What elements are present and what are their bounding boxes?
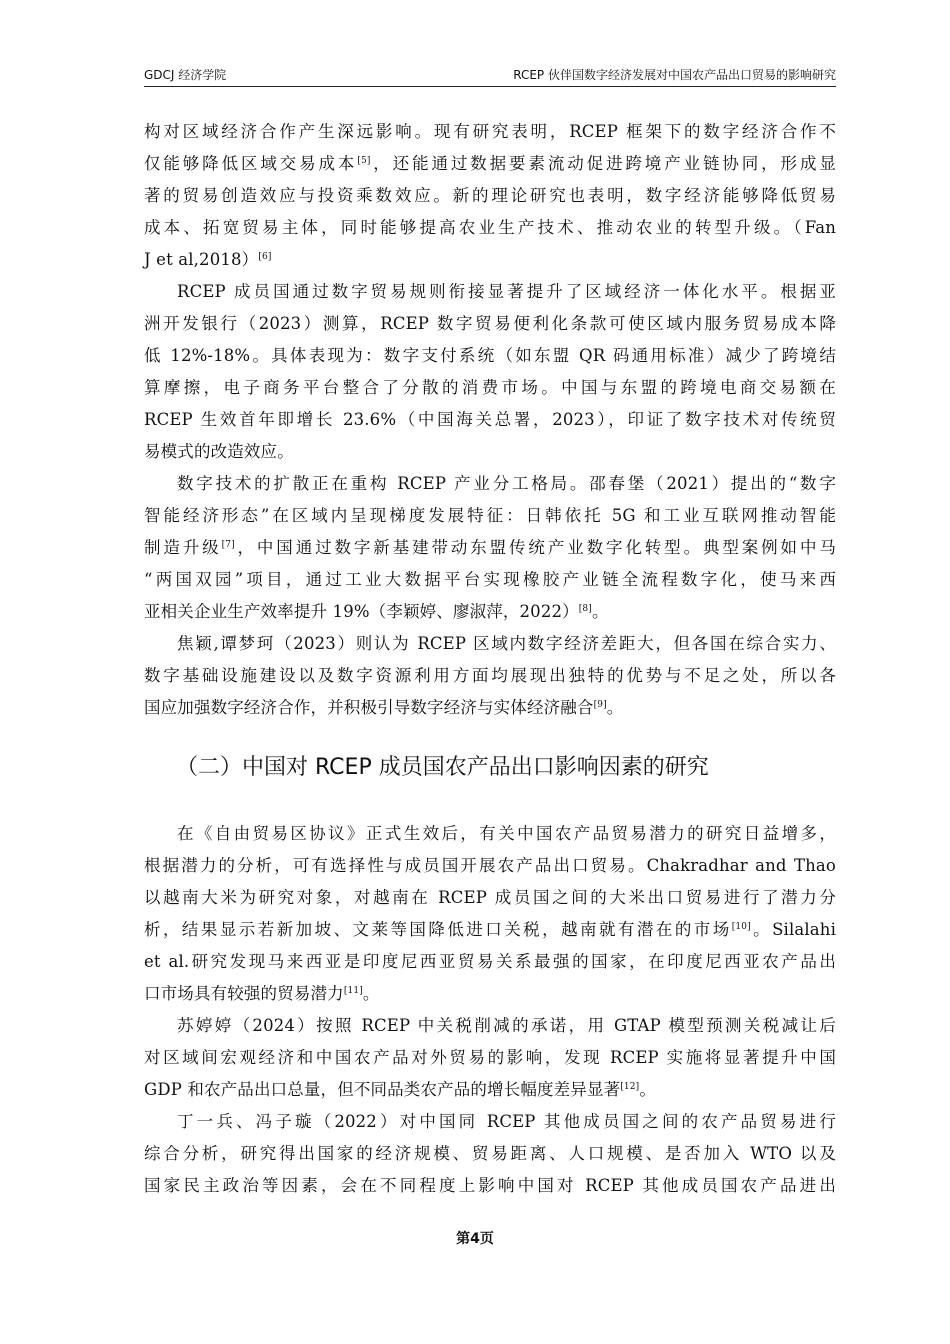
- section-heading: （二）中国对 RCEP 成员国农产品出口影响因素的研究: [176, 755, 709, 780]
- text-line: [144, 500, 836, 532]
- line-text: 算摩擦，电子商务平台整合了分散的消费市场。中国与东盟的跨境电商交易额在: [144, 378, 836, 397]
- line-text: 焦颖,谭梦珂（2023）则认为 RCEP 区域内数字经济差距大，但各国在综合实力、: [177, 634, 836, 653]
- text-line: [144, 340, 836, 372]
- citation-ref: [5]: [357, 156, 371, 166]
- running-header: [144, 66, 836, 87]
- line-text: 构对区域经济合作产生深远影响。现有研究表明，RCEP 框架下的数字经济合作不: [144, 122, 836, 141]
- citation-ref: [6]: [258, 252, 272, 262]
- text-line: [144, 978, 836, 1010]
- line-text: 丁一兵、冯子璇（2022）对中国同 RCEP 其他成员国之间的农产品贸易进行: [177, 1112, 836, 1131]
- text-line: [144, 1138, 836, 1170]
- page-number: 第4页: [456, 1231, 494, 1247]
- text-line: [144, 468, 836, 500]
- line-text-after: 。: [591, 602, 609, 621]
- citation-ref: [9]: [593, 700, 607, 710]
- text-line: [144, 372, 836, 404]
- line-text: 综合分析，研究得出国家的经济规模、贸易距离、人口规模、是否加入 WTO 以及: [144, 1144, 836, 1163]
- line-text-after: ，还能通过数据要素流动促进跨境产业链协同，形成显: [370, 154, 836, 173]
- header-institution: GDCJ 经济学院: [144, 68, 227, 82]
- text-line: [144, 882, 836, 914]
- text-line: [144, 596, 836, 628]
- line-text: GDP 和农产品出口总量，但不同品类农产品的增长幅度差异显著: [144, 1080, 621, 1099]
- line-text: 对区域间宏观经济和中国农产品对外贸易的影响，发现 RCEP 实施将显著提升中国: [144, 1048, 836, 1067]
- text-line: [144, 148, 836, 180]
- line-text: 著的贸易创造效应与投资乘数效应。新的理论研究也表明，数字经济能够降低贸易: [144, 186, 836, 205]
- line-text: 口市场具有较强的贸易潜力: [144, 984, 344, 1003]
- line-text-after: 。: [639, 1080, 656, 1099]
- line-text: 成本、拓宽贸易主体，同时能够提高农业生产技术、推动农业的转型升级。（Fan: [144, 218, 836, 237]
- text-line: [144, 850, 836, 882]
- line-text-after: ，中国通过数字新基建带动东盟传统产业数字化转型。典型案例如中马: [234, 538, 836, 557]
- text-line: [144, 914, 836, 946]
- text-line: [144, 244, 836, 276]
- text-line: [144, 116, 836, 148]
- line-text: 数字基础设施建设以及数字资源利用方面均展现出独特的优势与不足之处，所以各: [144, 666, 836, 685]
- line-text: 析，结果显示若新加坡、文莱等国降低进口关税，越南就有潜在的市场: [144, 920, 732, 939]
- text-line: [144, 1170, 836, 1202]
- text-line: [144, 818, 836, 850]
- body-text-part-1: [144, 116, 836, 724]
- line-text: 低 12%-18%。具体表现为：数字支付系统（如东盟 QR 码通用标准）减少了跨境结: [144, 346, 836, 365]
- line-text: 以越南大米为研究对象，对越南在 RCEP 成员国之间的大米出口贸易进行了潜力分: [144, 888, 836, 907]
- line-text: RCEP 生效首年即增长 23.6%（中国海关总署，2023），印证了数字技术对传统贸: [144, 410, 836, 429]
- text-line: [144, 1042, 836, 1074]
- text-line: [144, 946, 836, 978]
- line-text: 国家民主政治等因素，会在不同程度上影响中国对 RCEP 其他成员国农产品进出: [144, 1176, 836, 1195]
- text-line: [144, 308, 836, 340]
- line-text: 制造升级: [144, 538, 222, 557]
- line-text: 智能经济形态”在区域内呈现梯度发展特征：日韩依托 5G 和工业互联网推动智能: [144, 506, 836, 525]
- line-text: 在《自由贸易区协议》正式生效后，有关中国农产品贸易潜力的研究日益增多，: [177, 824, 836, 843]
- line-text: 仅能够降低区域交易成本: [144, 154, 358, 173]
- text-line: [144, 1074, 836, 1106]
- text-line: [144, 660, 836, 692]
- text-line: [144, 692, 836, 724]
- line-text: 易模式的改造效应。: [144, 442, 294, 461]
- line-text: 亚相关企业生产效率提升 19%（李颖婷、廖淑萍，2022）: [144, 602, 579, 621]
- line-text: J et al,2018）: [144, 250, 259, 269]
- line-text: 国应加强数字经济合作，并积极引导数字经济与实体经济融合: [144, 698, 594, 717]
- text-line: [144, 1010, 836, 1042]
- text-line: [144, 1106, 836, 1138]
- line-text: RCEP 成员国通过数字贸易规则衔接显著提升了区域经济一体化水平。根据亚: [177, 282, 836, 301]
- text-line: [144, 276, 836, 308]
- citation-ref: [7]: [221, 540, 235, 550]
- citation-ref: [10]: [731, 922, 751, 932]
- text-line: [144, 628, 836, 660]
- citation-ref: [11]: [343, 986, 363, 996]
- citation-ref: [12]: [620, 1082, 640, 1092]
- text-line: [144, 404, 836, 436]
- line-text: et al.研究发现马来西亚是印度尼西亚贸易关系最强的国家，在印度尼西亚农产品出: [144, 952, 836, 971]
- line-text: 苏婷婷（2024）按照 RCEP 中关税削减的承诺，用 GTAP 模型预测关税减让后: [177, 1016, 836, 1035]
- text-line: [144, 436, 836, 468]
- line-text-after: 。: [362, 984, 380, 1003]
- line-text-after: 。: [606, 698, 624, 717]
- text-line: [144, 212, 836, 244]
- body-text-part-2: [144, 818, 836, 1202]
- header-paper-title: RCEP 伙伴国数字经济发展对中国农产品出口贸易的影响研究: [513, 68, 836, 82]
- text-line: [144, 532, 836, 564]
- line-text: 数字技术的扩散正在重构 RCEP 产业分工格局。邵春堡（2021）提出的“数字: [177, 474, 836, 493]
- line-text-after: 。Silalahi: [750, 920, 836, 939]
- line-text: 根据潜力的分析，可有选择性与成员国开展农产品出口贸易。Chakradhar and Thao: [144, 856, 836, 875]
- line-text: 洲开发银行（2023）测算，RCEP 数字贸易便利化条款可使区域内服务贸易成本降: [144, 314, 836, 333]
- line-text: “两国双园”项目，通过工业大数据平台实现橡胶产业链全流程数字化，使马来西: [144, 570, 836, 589]
- citation-ref: [8]: [578, 604, 592, 614]
- text-line: [144, 564, 836, 596]
- text-line: [144, 180, 836, 212]
